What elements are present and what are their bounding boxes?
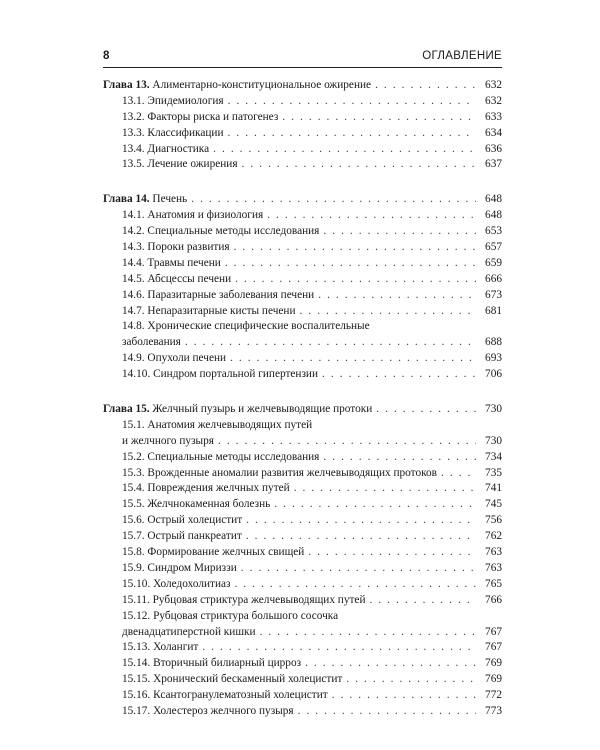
toc-entry[interactable] bbox=[103, 319, 502, 335]
toc-entry-page: 673 bbox=[485, 288, 502, 301]
toc-entry-label: 14.1. Анатомия и физиология bbox=[122, 209, 264, 222]
toc-entry-label: 13.5. Лечение ожирения bbox=[122, 158, 238, 171]
running-header bbox=[103, 50, 502, 66]
toc-entry-continuation[interactable] bbox=[103, 434, 502, 450]
chapter-number: Глава 13. bbox=[103, 79, 150, 91]
dot-leader bbox=[294, 481, 476, 497]
toc-entry[interactable] bbox=[103, 208, 502, 224]
dot-leader bbox=[260, 625, 476, 641]
toc-entry-page: 637 bbox=[485, 158, 502, 171]
dot-leader bbox=[274, 497, 476, 513]
toc-entry[interactable] bbox=[103, 609, 502, 625]
toc-chapter-label bbox=[103, 192, 187, 208]
dot-leader bbox=[225, 256, 476, 272]
toc-entry-page: 693 bbox=[485, 352, 502, 365]
dot-leader bbox=[370, 593, 477, 609]
dot-leader bbox=[213, 142, 476, 158]
toc-entry-label: 15.5. Желчнокаменная болезнь bbox=[122, 498, 271, 511]
toc-entry-label: 14.6. Паразитарные заболевания печени bbox=[122, 288, 315, 301]
toc-entry[interactable] bbox=[103, 656, 502, 672]
chapter-title: Печень bbox=[152, 193, 188, 206]
toc-entry-label: 13.3. Классификации bbox=[122, 126, 224, 139]
toc-entry-label-cont: двенадцатиперстной кишки bbox=[122, 625, 256, 638]
toc-entry[interactable] bbox=[103, 545, 502, 561]
dot-leader bbox=[246, 529, 476, 545]
toc-entry[interactable] bbox=[103, 110, 502, 126]
toc-chapter bbox=[103, 402, 502, 720]
dot-leader bbox=[375, 78, 476, 94]
dot-leader bbox=[282, 110, 476, 126]
toc-entry[interactable] bbox=[103, 450, 502, 466]
toc-chapter bbox=[103, 192, 502, 383]
toc-entry-label: 14.3. Пороки развития bbox=[122, 241, 230, 254]
table-of-contents bbox=[103, 78, 502, 720]
toc-entry-page: 734 bbox=[485, 450, 502, 463]
toc-entry-label: 13.2. Факторы риска и патогенез bbox=[122, 110, 279, 123]
toc-entry-page: 634 bbox=[485, 126, 502, 139]
toc-entry-page: 745 bbox=[485, 498, 502, 511]
dot-leader bbox=[228, 126, 476, 142]
toc-entry-page: 688 bbox=[485, 336, 502, 349]
dot-leader bbox=[332, 688, 476, 704]
toc-entry[interactable] bbox=[103, 481, 502, 497]
toc-entry-page: 769 bbox=[485, 657, 502, 670]
toc-entry-label: 15.9. Синдром Мириззи bbox=[122, 561, 237, 574]
dot-leader bbox=[234, 240, 476, 256]
toc-entry[interactable] bbox=[103, 224, 502, 240]
toc-entry-page: 756 bbox=[485, 514, 502, 527]
toc-entry[interactable] bbox=[103, 351, 502, 367]
chapter-page: 648 bbox=[485, 193, 502, 206]
toc-entry-page: 681 bbox=[485, 304, 502, 317]
toc-entry-page: 636 bbox=[485, 142, 502, 155]
dot-leader bbox=[322, 367, 476, 383]
toc-entry-label: 15.7. Острый панкреатит bbox=[122, 530, 242, 543]
toc-entry[interactable] bbox=[103, 672, 502, 688]
dot-leader bbox=[235, 272, 476, 288]
toc-entry-label: 13.4. Диагностика bbox=[122, 142, 210, 155]
toc-chapter-heading[interactable] bbox=[103, 78, 502, 94]
toc-entry-page: 765 bbox=[485, 577, 502, 590]
toc-entry-page: 766 bbox=[485, 593, 502, 606]
toc-entry-page: 666 bbox=[485, 272, 502, 285]
dot-leader bbox=[241, 561, 476, 577]
toc-entry[interactable] bbox=[103, 513, 502, 529]
toc-chapter-label bbox=[103, 78, 371, 94]
toc-entry[interactable] bbox=[103, 688, 502, 704]
toc-entry-label: 15.11. Рубцовая стриктура желчевыводящих путей bbox=[122, 593, 366, 606]
dot-leader bbox=[376, 402, 476, 418]
toc-entry-page: 632 bbox=[485, 94, 502, 107]
toc-entry-label: 14.2. Специальные методы исследования bbox=[122, 225, 320, 238]
dot-leader bbox=[305, 656, 476, 672]
header-rule bbox=[103, 67, 502, 68]
toc-entry[interactable] bbox=[103, 272, 502, 288]
toc-entry-label: 15.3. Врожденные аномалии развития желчевыводящих протоков bbox=[122, 466, 437, 479]
toc-entry-label: 14.7. Непаразитарные кисты печени bbox=[122, 304, 296, 317]
toc-chapter bbox=[103, 78, 502, 173]
toc-entry[interactable] bbox=[103, 126, 502, 142]
toc-entry[interactable] bbox=[103, 704, 502, 720]
toc-entry[interactable] bbox=[103, 142, 502, 158]
dot-leader bbox=[228, 94, 476, 110]
toc-entry-label: 14.4. Травмы печени bbox=[122, 256, 221, 269]
toc-entry[interactable] bbox=[103, 288, 502, 304]
toc-entry-page: 657 bbox=[485, 241, 502, 254]
chapter-page: 730 bbox=[485, 403, 502, 416]
toc-entry-page: 763 bbox=[485, 561, 502, 574]
dot-leader bbox=[300, 304, 477, 320]
toc-entry-label-cont: заболевания bbox=[122, 336, 181, 349]
toc-entry-label: 15.15. Хронический бескаменный холецистит bbox=[122, 673, 343, 686]
toc-entry-label: 14.10. Синдром портальной гипертензии bbox=[122, 368, 319, 381]
toc-entry-label: 14.9. Опухоли печени bbox=[122, 352, 227, 365]
toc-entry-label: 15.16. Ксантогранулематозный холецистит bbox=[122, 689, 328, 702]
toc-entry[interactable] bbox=[103, 367, 502, 383]
toc-entry[interactable] bbox=[103, 466, 502, 482]
toc-entry[interactable] bbox=[103, 157, 502, 173]
toc-entry-label: 15.13. Холангит bbox=[122, 641, 199, 654]
toc-entry-page: 769 bbox=[485, 673, 502, 686]
toc-entry-page: 773 bbox=[485, 704, 502, 717]
toc-entry[interactable] bbox=[103, 640, 502, 656]
chapter-number: Глава 15. bbox=[103, 403, 150, 416]
toc-entry[interactable] bbox=[103, 240, 502, 256]
toc-entry-page: 653 bbox=[485, 225, 502, 238]
dot-leader bbox=[308, 545, 476, 561]
dot-leader bbox=[246, 513, 476, 529]
toc-entry[interactable] bbox=[103, 497, 502, 513]
toc-entry-label: 15.14. Вторичный билиарный цирроз bbox=[122, 657, 302, 670]
dot-leader bbox=[185, 335, 476, 351]
chapter-page: 632 bbox=[485, 79, 502, 91]
toc-entry-page: 763 bbox=[485, 546, 502, 559]
toc-entry-page: 767 bbox=[485, 641, 502, 654]
toc-entry-label: 13.1. Эпидемиология bbox=[122, 94, 224, 107]
toc-chapter-heading[interactable] bbox=[103, 192, 502, 208]
toc-entry-label-cont: и желчного пузыря bbox=[122, 434, 214, 447]
dot-leader bbox=[323, 450, 476, 466]
toc-entry[interactable] bbox=[103, 304, 502, 320]
toc-entry[interactable] bbox=[103, 593, 502, 609]
toc-entry-page: 633 bbox=[485, 110, 502, 123]
dot-leader bbox=[323, 224, 476, 240]
dot-leader bbox=[298, 704, 476, 720]
dot-leader bbox=[242, 157, 476, 173]
dot-leader bbox=[230, 351, 476, 367]
toc-entry-page: 706 bbox=[485, 368, 502, 381]
dot-leader bbox=[318, 288, 476, 304]
toc-entry-label: 15.4. Повреждения желчных путей bbox=[122, 482, 290, 495]
toc-entry-page: 730 bbox=[485, 434, 502, 447]
toc-entry-page: 735 bbox=[485, 466, 502, 479]
toc-entry-label: 15.8. Формирование желчных свищей bbox=[122, 546, 305, 559]
toc-entry-page: 648 bbox=[485, 209, 502, 222]
toc-entry-continuation[interactable] bbox=[103, 335, 502, 351]
toc-entry[interactable] bbox=[103, 94, 502, 110]
toc-entry[interactable] bbox=[103, 529, 502, 545]
dot-leader bbox=[191, 192, 476, 208]
dot-leader bbox=[441, 466, 476, 482]
toc-entry-page: 659 bbox=[485, 256, 502, 269]
toc-entry-label: 15.1. Анатомия желчевыводящих путей bbox=[122, 418, 313, 431]
toc-entry-label: 14.8. Хронические специфические воспалительные bbox=[122, 320, 370, 333]
dot-leader bbox=[218, 434, 476, 450]
toc-entry[interactable] bbox=[103, 256, 502, 272]
toc-entry-label: 15.12. Рубцовая стриктура большого сосочка bbox=[122, 609, 339, 622]
toc-entry-page: 741 bbox=[485, 482, 502, 495]
toc-entry[interactable] bbox=[103, 561, 502, 577]
toc-chapter-heading[interactable] bbox=[103, 402, 502, 418]
toc-chapter-label bbox=[103, 402, 372, 418]
dot-leader bbox=[235, 577, 477, 593]
toc-entry[interactable] bbox=[103, 577, 502, 593]
toc-entry-label: 15.6. Острый холецистит bbox=[122, 514, 243, 527]
toc-entry-page: 762 bbox=[485, 530, 502, 543]
dot-leader bbox=[267, 208, 476, 224]
page-number: 8 bbox=[103, 50, 110, 62]
toc-entry-page: 772 bbox=[485, 689, 502, 702]
toc-entry-page: 767 bbox=[485, 625, 502, 638]
chapter-title: Алиментарно-конституциональное ожирение bbox=[152, 79, 372, 91]
toc-entry[interactable] bbox=[103, 418, 502, 434]
toc-entry-continuation[interactable] bbox=[103, 625, 502, 641]
toc-entry-label: 15.17. Холестероз желчного пузыря bbox=[122, 704, 294, 717]
dot-leader bbox=[202, 640, 476, 656]
running-title: ОГЛАВЛЕНИЕ bbox=[422, 50, 502, 62]
dot-leader bbox=[346, 672, 476, 688]
toc-entry-label: 14.5. Абсцессы печени bbox=[122, 272, 232, 285]
chapter-title: Желчный пузырь и желчевыводящие протоки bbox=[152, 403, 373, 416]
chapter-number: Глава 14. bbox=[103, 193, 150, 206]
toc-entry-label: 15.2. Специальные методы исследования bbox=[122, 450, 320, 463]
toc-entry-label: 15.10. Холедохолитиаз bbox=[122, 577, 231, 590]
